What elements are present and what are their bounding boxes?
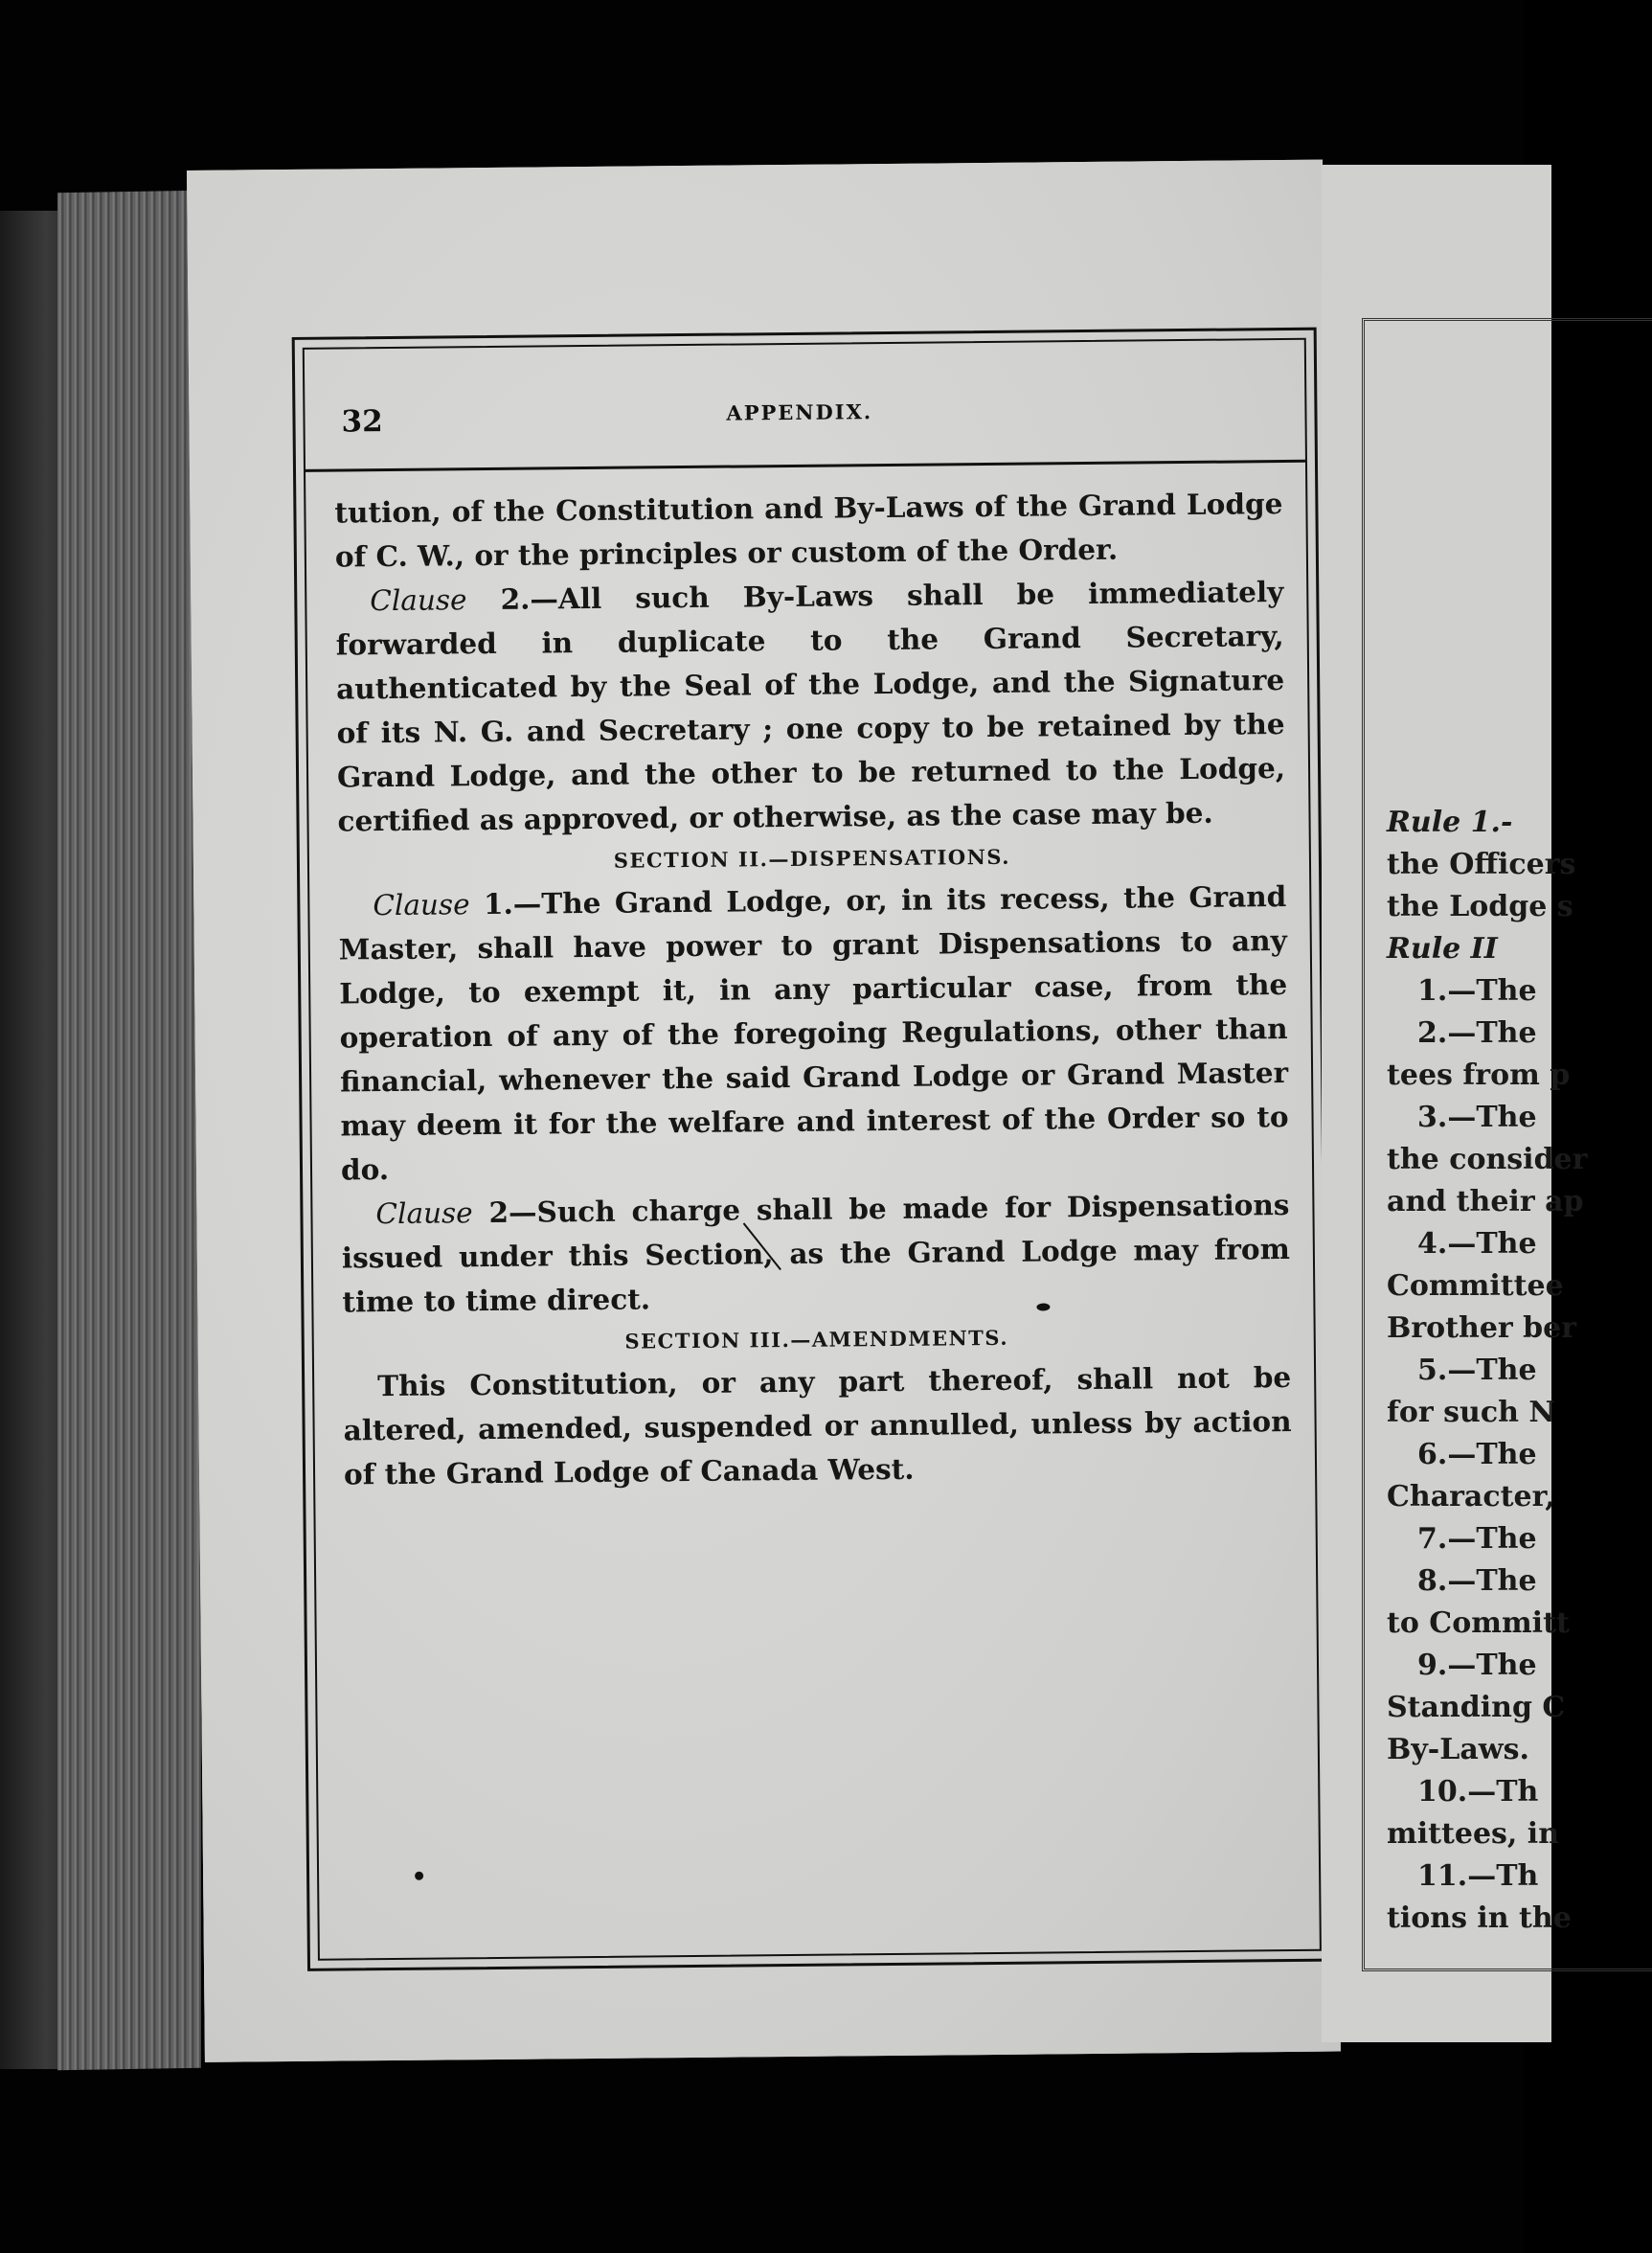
text-line: 10.—Th <box>1417 1775 1539 1809</box>
text-line: By-Laws. <box>1387 1733 1529 1766</box>
section-heading-amendments: SECTION III.—AMENDMENTS. <box>624 1325 1009 1354</box>
text-line: 7.—The <box>1417 1522 1537 1556</box>
page-number: 32 <box>341 404 383 440</box>
clause-text: 2—Such charge shall be made for Dispensations issued under this Section, as the Grand Lodge may from time to time direct. <box>341 1187 1291 1319</box>
text-line: and their ap <box>1387 1185 1584 1218</box>
running-head: APPENDIX. <box>726 399 873 425</box>
text-line: the consider <box>1387 1143 1588 1176</box>
text-line: tees from p <box>1387 1058 1571 1092</box>
text-line: tions in the <box>1387 1901 1572 1935</box>
clause-label: Clause <box>375 1196 473 1231</box>
text-line: Standing C <box>1387 1691 1566 1724</box>
text-line: 2.—The <box>1417 1016 1537 1050</box>
text-line: Character, <box>1387 1480 1555 1513</box>
clause-text: 1.—The Grand Lodge, or, in its recess, the Grand Master, shall have power to grant Dispensations to any Lodge, to exempt it, in any particular case, from the operation of any of the foregoing Regulations, other than financial, whenever the said Grand Lodge or Grand Master may deem it for the welfare and interest of the Order so to do. <box>338 879 1289 1187</box>
right-page-fragment <box>1322 165 1588 2042</box>
page-border <box>292 328 1332 1971</box>
section-3-paragraph: This Constitution, or any part thereof, shall not be altered, amended, suspended or annulled, unless by action of the Grand Lodge of Canada West. <box>343 1359 1292 1491</box>
text-line: 3.—The <box>1417 1101 1537 1134</box>
body-text <box>334 482 1292 1496</box>
text-line: 4.—The <box>1417 1227 1537 1261</box>
header-rule <box>306 460 1305 472</box>
text-line: Brother ber <box>1387 1311 1577 1345</box>
text-line: 11.—Th <box>1417 1859 1539 1893</box>
text-line: the Officers <box>1387 848 1576 881</box>
text-line: Committee <box>1387 1269 1564 1303</box>
text-line: mittees, in <box>1387 1817 1560 1851</box>
text-line: 6.—The <box>1417 1438 1537 1471</box>
clause-label: Clause <box>370 583 467 618</box>
text-line: 8.—The <box>1417 1564 1537 1598</box>
page-inner-border <box>303 338 1322 1961</box>
section-2-clause-1 <box>338 875 1289 1192</box>
text-line: 9.—The <box>1417 1649 1537 1682</box>
left-page <box>187 160 1341 2062</box>
section-2-clause-2 <box>341 1183 1290 1324</box>
clause-label: Clause <box>373 888 470 922</box>
text-line: 5.—The <box>1417 1354 1537 1387</box>
text-line: 1.—The <box>1417 974 1537 1008</box>
clause-2-paragraph <box>335 570 1286 843</box>
text-line: to Committ <box>1387 1606 1570 1640</box>
paragraph-continuation: tution, of the Constitution and By-Laws of the Grand Lodge of C. W., or the principles or custom of the Order. <box>334 487 1283 574</box>
text-line: the Lodge s <box>1387 890 1573 923</box>
section-heading-dispensations: SECTION II.—DISPENSATIONS. <box>613 844 1011 873</box>
page-edges <box>57 191 201 2071</box>
ink-speck <box>415 1872 423 1880</box>
text-line: Rule 1.- <box>1387 806 1513 839</box>
right-page-text <box>1387 802 1587 1940</box>
text-line: Rule II <box>1387 932 1498 966</box>
clause-text: 2.—All such By-Laws shall be immediately forwarded in duplicate to the Grand Secretary, authenticated by the Seal of the Lodge, and the Signature of its N. G. and Secretary ; one copy to be retained by the Grand Lodge, and the other to be returned to the Lodge, certified as approved, or otherwise, as the case may be. <box>335 575 1286 838</box>
text-line: for such N <box>1387 1396 1555 1429</box>
